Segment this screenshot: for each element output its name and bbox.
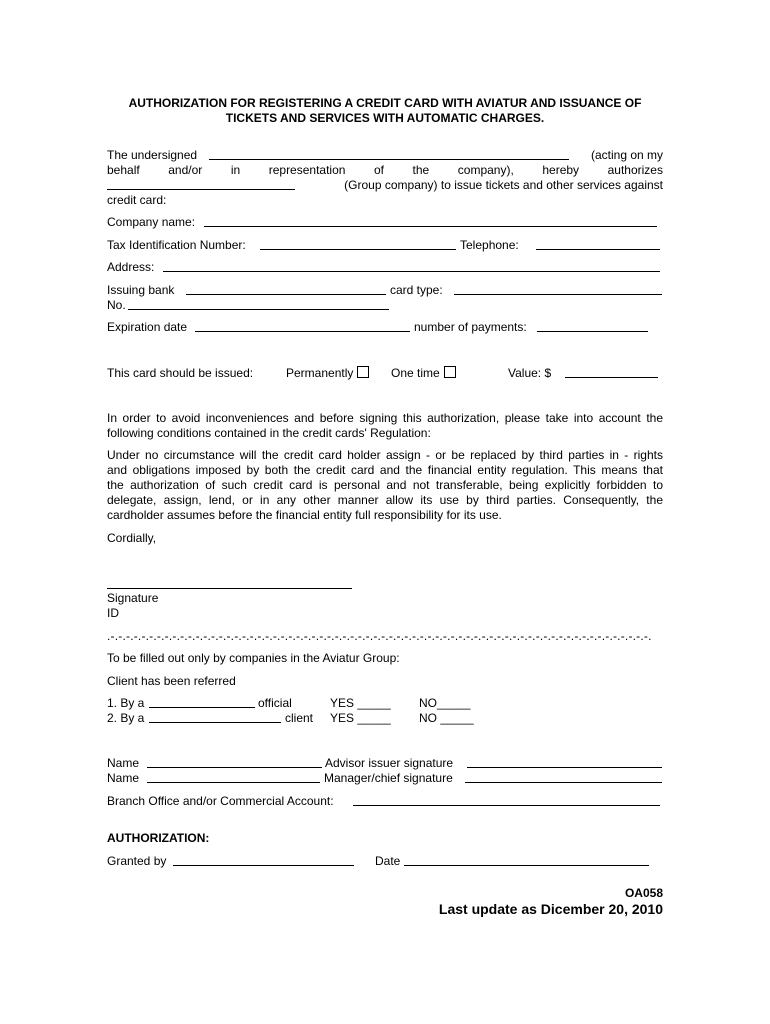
manager-signature-field[interactable] <box>465 771 662 787</box>
expiration-date-label: Expiration date <box>107 320 188 334</box>
expiration-date-field[interactable] <box>195 320 410 336</box>
referral-1-suffix: official <box>258 696 292 710</box>
undersigned-field[interactable] <box>209 148 569 164</box>
name-1-label: Name <box>107 756 140 770</box>
authorization-heading: AUTHORIZATION: <box>107 831 210 845</box>
one-time-option[interactable] <box>391 366 456 381</box>
granted-by-label: Granted by <box>107 854 167 868</box>
referral-1-yes[interactable]: YES _____ <box>330 696 391 710</box>
word: in <box>230 163 241 177</box>
tax-id-field[interactable] <box>260 238 456 254</box>
acting-on-my-label: (acting on my <box>590 148 663 162</box>
branch-office-field[interactable] <box>353 794 660 810</box>
referral-2-yes[interactable]: YES _____ <box>330 711 391 725</box>
conditions-intro-line-1: In order to avoid inconveniences and before signing this authorization, please take into account the <box>107 411 663 425</box>
cordially-text: Cordially, <box>107 531 157 545</box>
referral-2-no[interactable]: NO _____ <box>419 711 474 725</box>
referral-2-suffix: client <box>285 711 314 725</box>
signature-line[interactable] <box>107 588 352 589</box>
conditions-line-2: and obligations imposed by both the credit card and the financial entity regulation. This means that <box>107 463 663 477</box>
word: company), <box>457 163 514 177</box>
address-field[interactable] <box>163 260 660 276</box>
word: and/or <box>168 163 203 177</box>
telephone-label: Telephone: <box>460 238 519 252</box>
name-2-label: Name <box>107 771 140 785</box>
referral-1-no[interactable]: NO_____ <box>419 696 471 710</box>
word: authorizes <box>607 163 663 177</box>
referral-2-field[interactable] <box>149 711 281 727</box>
permanently-checkbox[interactable] <box>357 366 369 378</box>
advisor-signature-field[interactable] <box>467 756 662 772</box>
form-title-line-2: TICKETS AND SERVICES WITH AUTOMATIC CHARGES. <box>225 111 545 125</box>
number-of-payments-field[interactable] <box>537 320 648 336</box>
word: of <box>373 163 384 177</box>
date-field[interactable] <box>404 854 649 870</box>
telephone-field[interactable] <box>536 238 660 254</box>
one-time-label: One time <box>391 366 440 380</box>
referral-1-prefix: 1. By a <box>107 696 145 710</box>
branch-office-label: Branch Office and/or Commercial Account: <box>107 794 334 808</box>
granted-by-field[interactable] <box>173 854 354 870</box>
word: hereby <box>542 163 580 177</box>
conditions-intro-line-2: following conditions contained in the credit cards' Regulation: <box>107 426 431 440</box>
word: representation <box>268 163 346 177</box>
signature-label: Signature <box>107 591 159 605</box>
word: the <box>412 163 430 177</box>
company-name-field[interactable] <box>204 215 657 231</box>
number-of-payments-label: number of payments: <box>414 320 527 334</box>
manager-signature-label: Manager/chief signature <box>324 771 453 785</box>
group-company-field[interactable] <box>107 178 295 194</box>
behalf-line <box>107 163 663 178</box>
card-number-field[interactable] <box>128 298 389 314</box>
advisor-signature-label: Advisor issuer signature <box>325 756 454 770</box>
conditions-line-4: delegate, assign, lend, or in any other manner allow its use by third parties. Consequently, the <box>107 493 663 507</box>
undersigned-label: The undersigned <box>107 148 198 162</box>
name-1-field[interactable] <box>147 756 322 772</box>
group-only-text: To be filled out only by companies in the Aviatur Group: <box>107 651 400 665</box>
word: behalf <box>107 163 140 177</box>
form-code: OA058 <box>624 886 663 900</box>
date-label: Date <box>375 854 401 868</box>
address-label: Address: <box>107 260 155 274</box>
value-field[interactable] <box>565 366 658 382</box>
client-referred-text: Client has been referred <box>107 674 236 688</box>
card-number-label: No. <box>107 298 126 312</box>
issuing-bank-label: Issuing bank <box>107 283 175 297</box>
issuing-bank-field[interactable] <box>186 283 386 299</box>
card-type-label: card type: <box>390 283 443 297</box>
one-time-checkbox[interactable] <box>444 366 456 378</box>
permanently-label: Permanently <box>286 366 354 380</box>
name-2-field[interactable] <box>147 771 320 787</box>
last-update: Last update as Dicember 20, 2010 <box>438 901 663 917</box>
referral-2-prefix: 2. By a <box>107 711 145 725</box>
referral-1-field[interactable] <box>149 696 255 712</box>
form-title-line-1: AUTHORIZATION FOR REGISTERING A CREDIT CARD WITH AVIATUR AND ISSUANCE OF <box>128 96 642 110</box>
group-company-label: (Group company) to issue tickets and other services against <box>344 178 663 192</box>
conditions-line-5: cardholder assumes before the financial entity full responsibility for its use. <box>107 508 502 522</box>
dashed-separator: .-.-.-.-.-.-.-.-.-.-.-.-.-.-.-.-.-.-.-.-.-.-.-.-.-.-.-.-.-.-.-.-.-.-.-.-.-.-.-.-.-.-.-.-.-.-.-.-.-.-.-.-.-.-.-.-.-.-.-.-.-.-.-.-.-.-.-.-.-.-. <box>107 629 652 643</box>
conditions-line-3: the authorization of such credit card is personal and not transferable, being explicitly forbidden to <box>107 478 663 492</box>
issue-label: This card should be issued: <box>107 366 254 380</box>
conditions-line-1: Under no circumstance will the credit card holder assign - or be replaced by third parties in - rights <box>107 448 663 462</box>
permanently-option[interactable] <box>286 366 369 381</box>
tax-id-label: Tax Identification Number: <box>107 238 246 252</box>
id-label: ID <box>107 606 119 620</box>
credit-card-label: credit card: <box>107 193 167 207</box>
value-label: Value: $ <box>508 366 552 380</box>
card-type-field[interactable] <box>454 283 662 299</box>
company-name-label: Company name: <box>107 215 196 229</box>
